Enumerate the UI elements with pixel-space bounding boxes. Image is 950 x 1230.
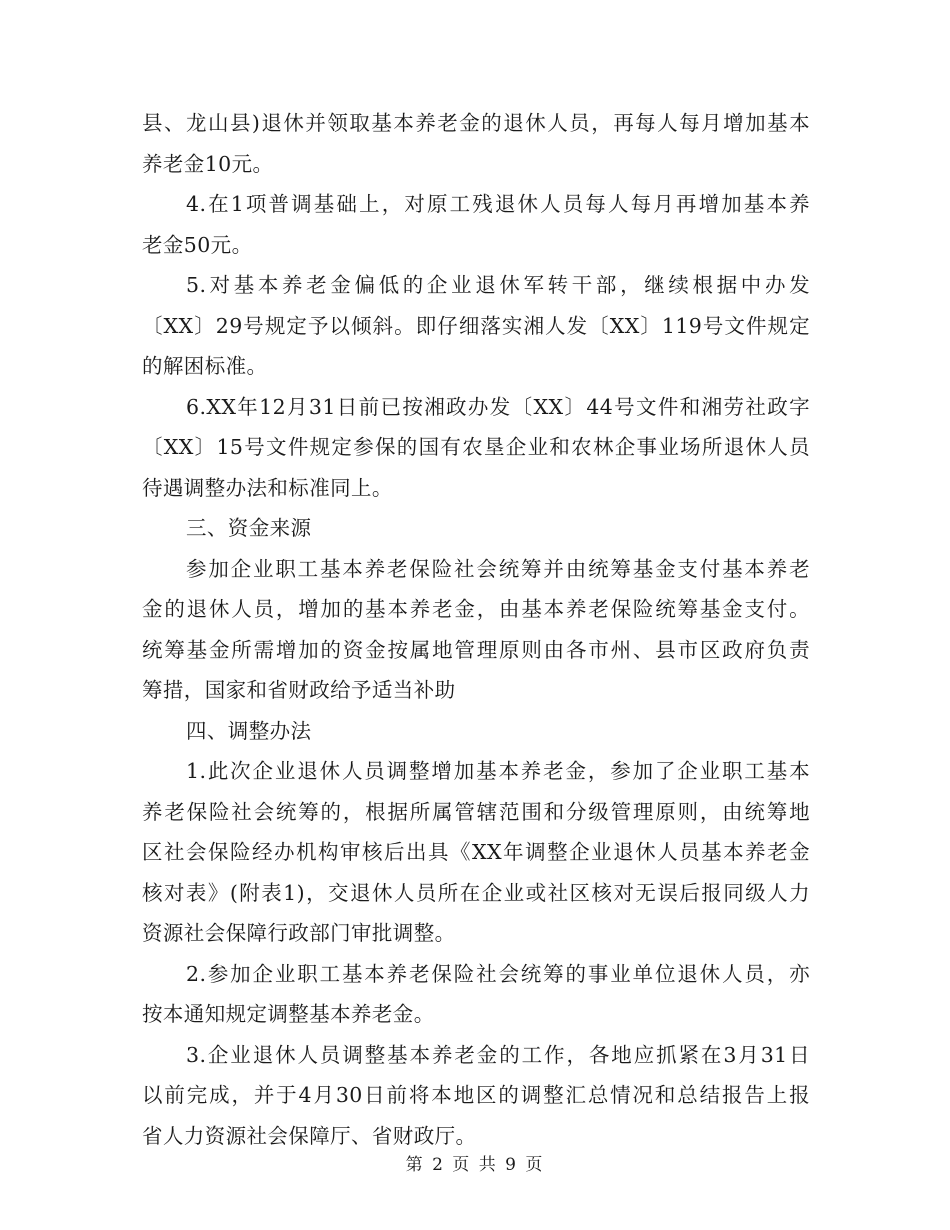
text-line: 4.在1项普调基础上，对原工残退休人员每人每月再增加基本养 xyxy=(186,192,810,216)
text-line: 金的退休人员，增加的基本养老金，由基本养老保险统筹基金支付。 xyxy=(142,597,810,621)
text-line: 2.参加企业职工基本养老保险社会统筹的事业单位退休人员，亦 xyxy=(186,961,810,986)
page-number-footer: 第 2 页 共 9 页 xyxy=(405,1155,545,1175)
text-line: 资源社会保障行政部门审批调整。 xyxy=(142,921,456,945)
text-line: 三、资金来源 xyxy=(186,516,312,540)
text-line: 统筹基金所需增加的资金按属地管理原则由各市州、县市区政府负责 xyxy=(142,637,810,662)
text-line: 养老保险社会统筹的，根据所属管辖范围和分级管理原则，由统筹地 xyxy=(142,799,810,824)
text-line: 四、调整办法 xyxy=(186,718,312,743)
text-line: 3.企业退休人员调整基本养老金的工作，各地应抓紧在3月31日 xyxy=(186,1042,810,1067)
text-line: 核对表》(附表1)，交退休人员所在企业或社区核对无误后报同级人力 xyxy=(142,880,810,905)
text-line: 县、龙山县)退休并领取基本养老金的退休人员，再每人每月增加基本 xyxy=(142,111,810,135)
text-line: 以前完成，并于4月30日前将本地区的调整汇总情况和总结报告上报 xyxy=(142,1083,810,1107)
text-line: 区社会保险经办机构审核后出具《XX年调整企业退休人员基本养老金 xyxy=(142,840,810,864)
text-line: 按本通知规定调整基本养老金。 xyxy=(142,1002,435,1026)
text-line: 待遇调整办法和标准同上。 xyxy=(142,475,393,500)
document-body xyxy=(142,103,810,1156)
text-line: 筹措，国家和省财政给予适当补助 xyxy=(142,678,456,702)
text-line: 养老金10元。 xyxy=(142,151,274,176)
text-line: 〔XX〕15号文件规定参保的国有农垦企业和农林企事业场所退休人员 xyxy=(142,435,810,459)
text-line: 省人力资源社会保障厅、省财政厅。 xyxy=(142,1123,477,1148)
text-line: 〔XX〕29号规定予以倾斜。即仔细落实湘人发〔XX〕119号文件规定 xyxy=(142,313,810,338)
text-line: 的解困标准。 xyxy=(142,354,268,378)
text-line: 5.对基本养老金偏低的企业退休军转干部，继续根据中办发 xyxy=(186,273,810,297)
text-line: 参加企业职工基本养老保险社会统筹并由统筹基金支付基本养老 xyxy=(186,556,810,581)
text-line: 6.XX年12月31日前已按湘政办发〔XX〕44号文件和湘劳社政字 xyxy=(186,394,810,419)
text-line: 1.此次企业退休人员调整增加基本养老金，参加了企业职工基本 xyxy=(186,759,810,783)
text-line: 老金50元。 xyxy=(142,232,253,257)
